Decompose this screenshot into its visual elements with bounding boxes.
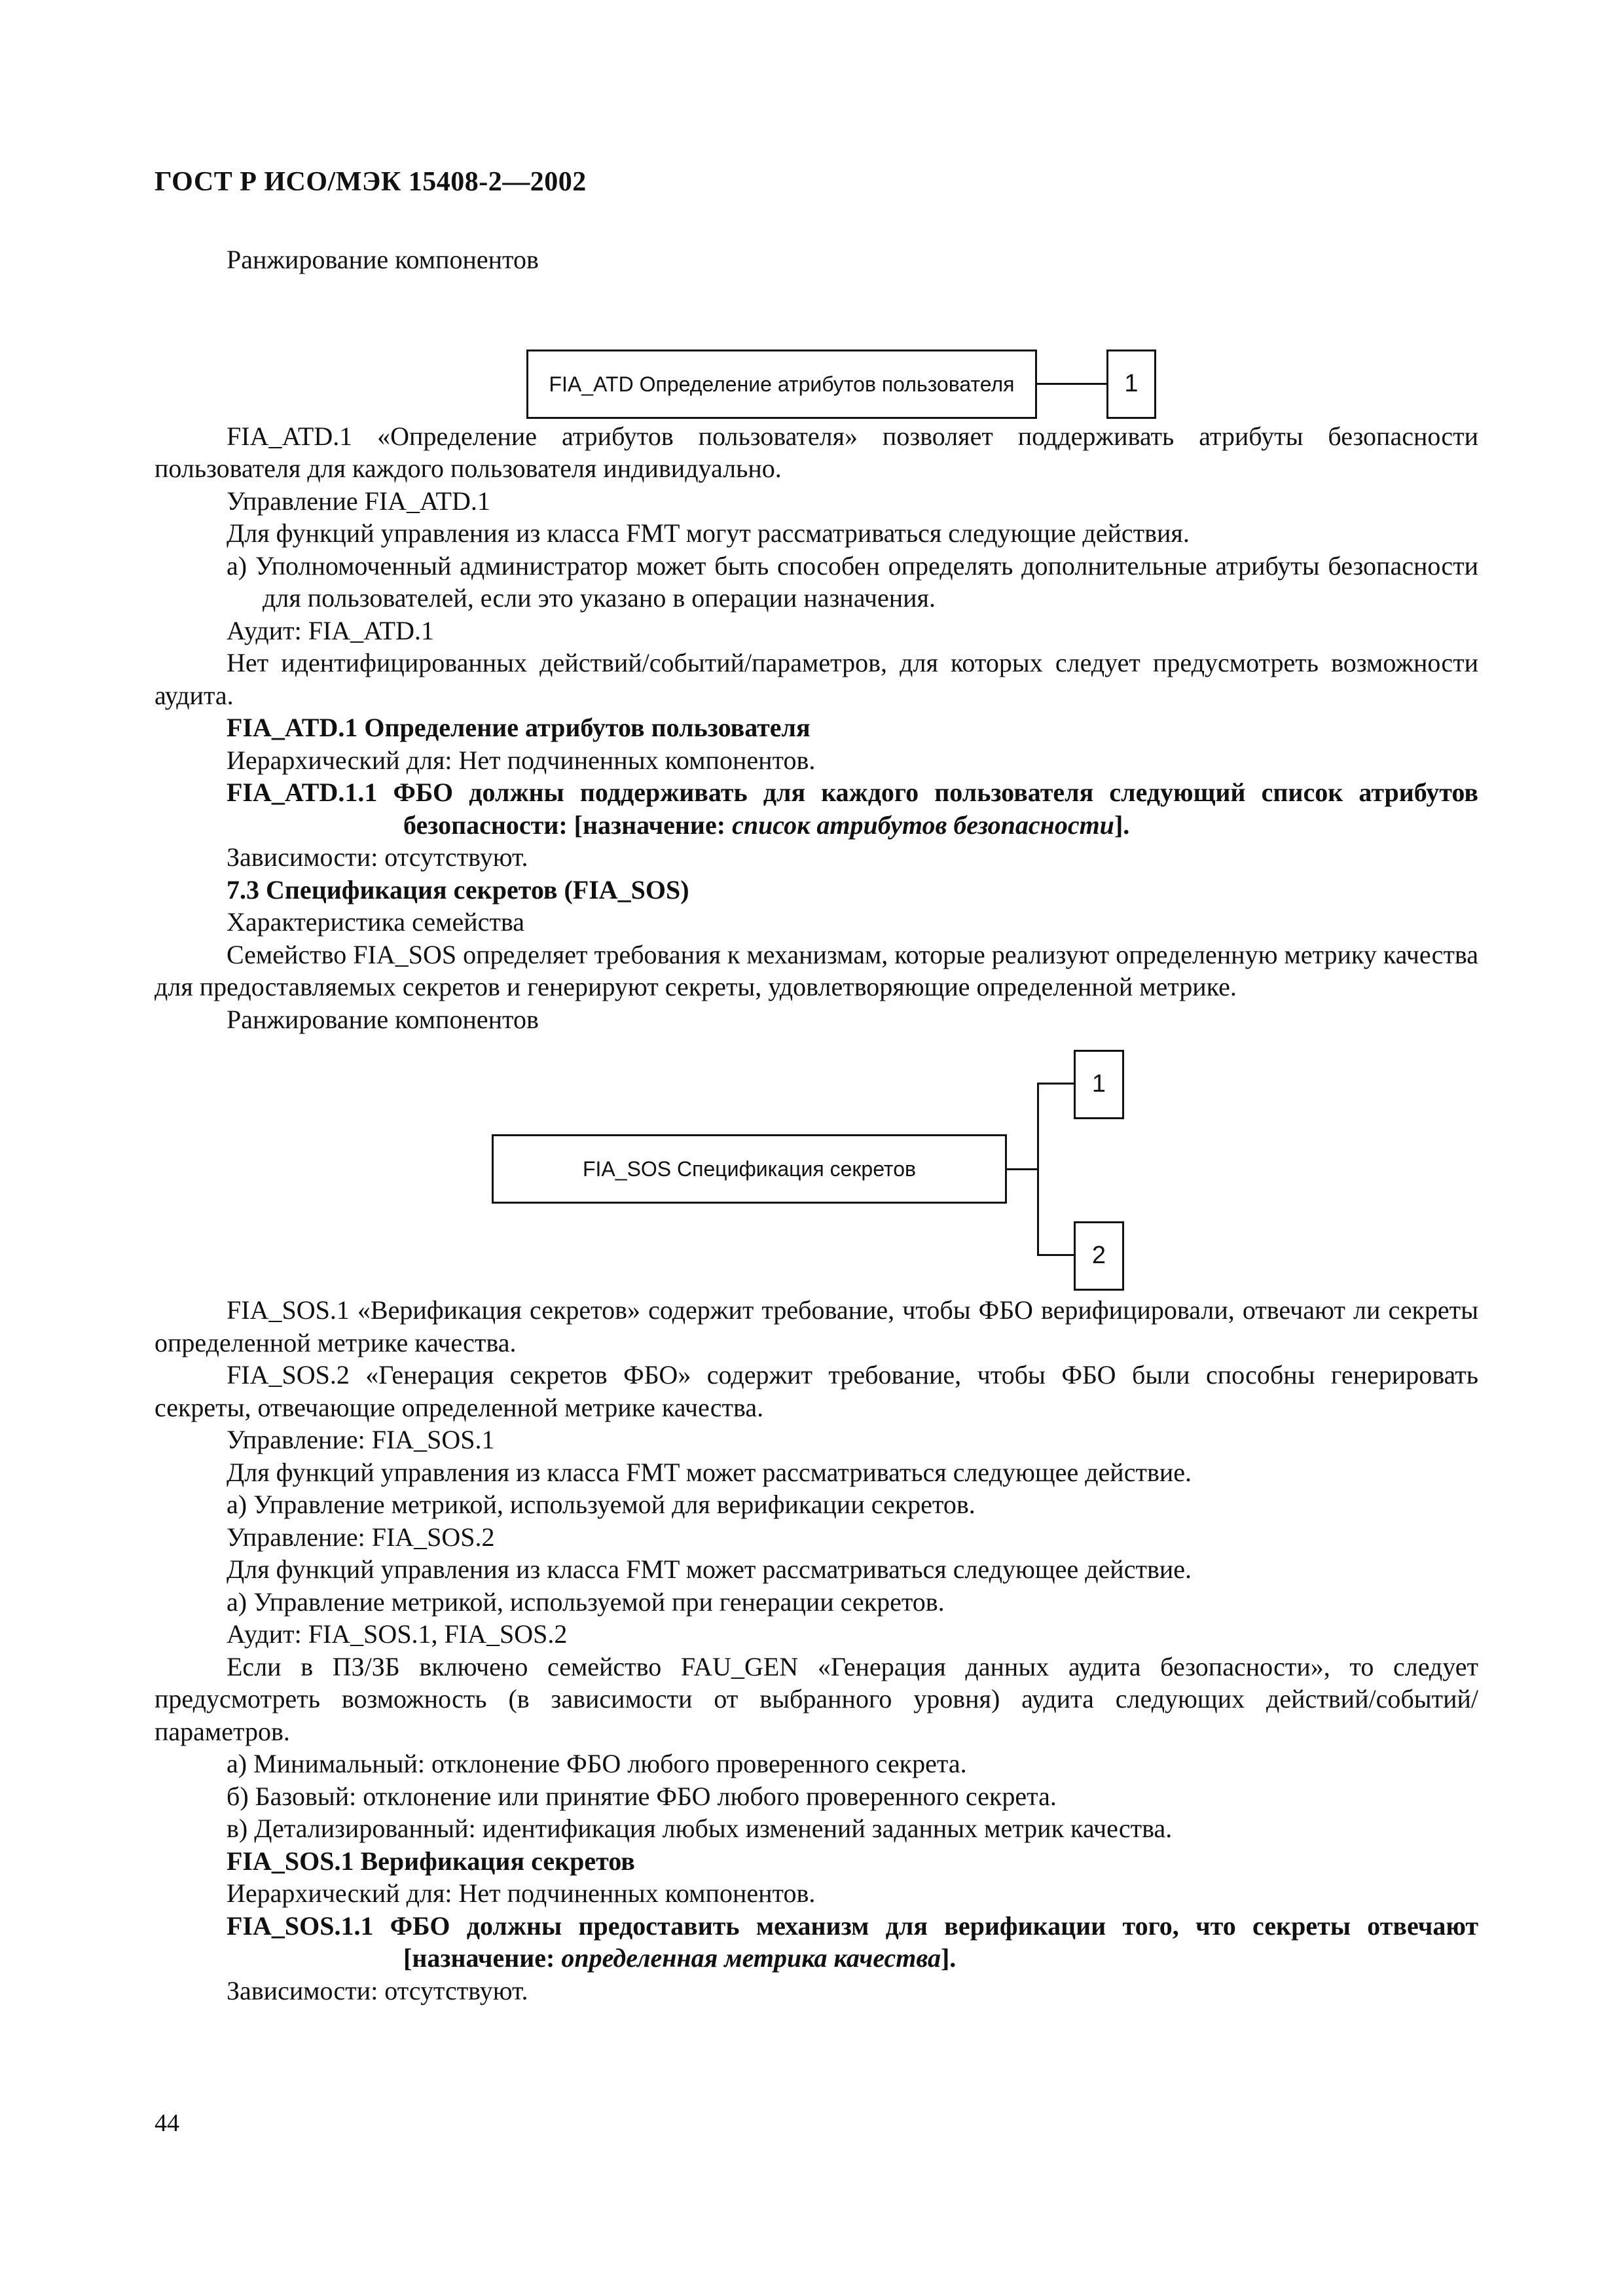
paragraph: Для функций управления из класса FMT может рассматриваться следующее действие. [227,1554,1192,1584]
standard-header: ГОСТ Р ИСО/МЭК 15408-2—2002 [155,167,587,197]
sos-level-2-box [1074,1221,1124,1291]
section-heading: 7.3 Спецификация секретов (FIA_SOS) [227,874,689,905]
atd-level-1-box [1106,350,1156,419]
document-body [155,243,1478,2007]
connector-line [1037,383,1106,385]
atd-ranking-diagram [155,276,1478,404]
ranking-label: Ранжирование компонентов [227,245,539,274]
paragraph: Характеристика семейства [227,907,524,937]
level-2-label: 2 [1091,1242,1106,1270]
paragraph: Иерархический для: Нет подчиненных компонентов. [227,1878,816,1908]
connector-line [1037,1083,1039,1256]
sos-level-1-box [1074,1050,1124,1119]
paragraph: FIA_ATD.1 «Определение атрибутов пользователя» позволяет поддерживать атрибуты безопасности пользователя для каждого пользователя индивидуально. [155,421,1478,483]
paragraph: Аудит: FIA_ATD.1 [227,615,434,645]
paragraph: Зависимости: отсутствуют. [227,1975,528,2005]
atd-family-label: FIA_ATD Определение атрибутов пользователя [549,372,1015,396]
connector-line [1037,1083,1074,1085]
paragraph: FIA_SOS.1 «Верификация секретов» содержит требование, чтобы ФБО верифицировали, отвечают ли секреты определенной метрике качества. [155,1295,1478,1357]
paragraph: Управление: FIA_SOS.1 [227,1425,495,1454]
paragraph: Зависимости: отсутствуют. [227,842,528,872]
paragraph: Семейство FIA_SOS определяет требования к механизмам, которые реализуют определенную метрику качества для предоставляемых секретов и генерируют секреты, удовлетворяющие определенной метрике. [155,939,1478,1001]
connector-line [1037,1254,1074,1256]
connector-line [1007,1168,1037,1170]
paragraph: Нет идентифицированных действий/событий/параметров, для которых следует предусмотреть возможности аудита. [155,648,1478,710]
element-atd-1-1: FIA_ATD.1.1 ФБО должны поддерживать для каждого пользователя следующий список атрибутов безопасности: [назначение: список атрибутов безопасности]. [227,778,1478,840]
component-heading: FIA_ATD.1 Определение атрибутов пользователя [227,713,811,742]
list-item: а) Управление метрикой, используемой для верификации секретов. [227,1490,976,1519]
list-item: б) Базовый: отклонение или принятие ФБО любого проверенного секрета. [227,1781,1057,1811]
paragraph: Аудит: FIA_SOS.1, FIA_SOS.2 [227,1619,568,1649]
paragraph: Управление: FIA_SOS.2 [227,1522,495,1552]
atd-family-box [526,350,1037,419]
paragraph: Управление FIA_ATD.1 [227,486,490,516]
paragraph: Если в ПЗ/ЗБ включено семейство FAU_GEN «Генерация данных аудита безопасности», то следует предусмотреть возможность (в зависимости от выбранного уровня) аудита следующих действий/событий/параметров. [155,1651,1478,1746]
paragraph: Для функций управления из класса FMT может рассматриваться следующее действие. [227,1457,1192,1487]
ranking-label: Ранжирование компонентов [227,1004,539,1034]
page-number: 44 [155,2109,179,2137]
list-item: а) Минимальный: отклонение ФБО любого проверенного секрета. [227,1749,967,1778]
component-heading: FIA_SOS.1 Верификация секретов [227,1846,635,1876]
sos-ranking-diagram [155,1035,1478,1294]
sos-family-label: FIA_SOS Спецификация секретов [582,1157,917,1181]
paragraph: Иерархический для: Нет подчиненных компонентов. [227,745,816,775]
sos-family-box [492,1134,1007,1204]
paragraph: Для функций управления из класса FMT могут рассматриваться следующие действия. [227,518,1190,548]
list-item: a) Уполномоченный администратор может быть способен определять дополнительные атрибуты безопасности для пользователей, если это указано в операции назначения. [227,550,1478,613]
list-item: а) Управление метрикой, используемой при генерации секретов. [227,1587,945,1617]
level-1-label: 1 [1091,1070,1106,1098]
element-sos-1-1: FIA_SOS.1.1 ФБО должны предоставить механизм для верификации того, что секреты отвечают [назначение: определенная метрика качества]. [227,1910,1478,1973]
paragraph: FIA_SOS.2 «Генерация секретов ФБО» содержит требование, чтобы ФБО были способны генерировать секреты, отвечающие определенной метрике качества. [155,1360,1478,1422]
level-1-label: 1 [1124,369,1139,397]
list-item: в) Детализированный: идентификация любых изменений заданных метрик качества. [227,1814,1173,1843]
